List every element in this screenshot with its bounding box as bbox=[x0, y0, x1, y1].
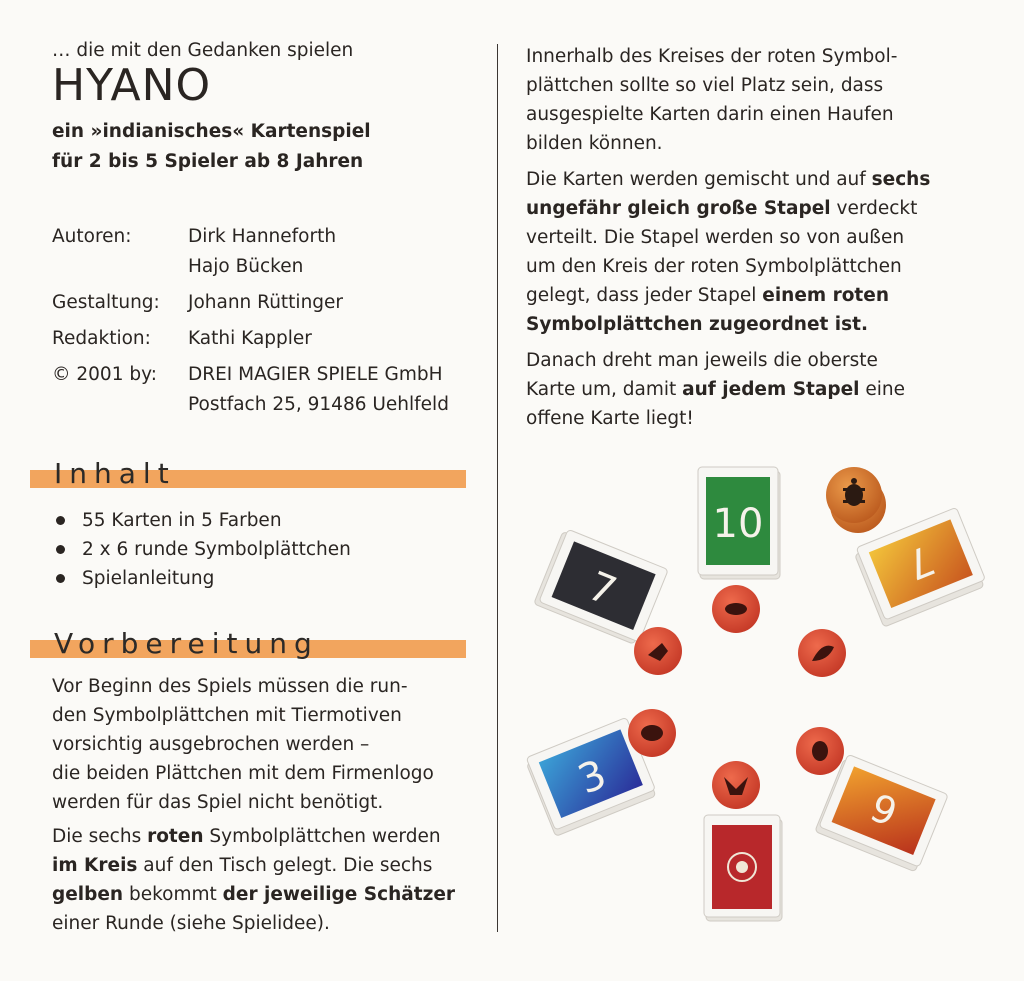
yellow-token-stack bbox=[826, 467, 886, 533]
credit-values-editing bbox=[188, 324, 312, 354]
fish-icon bbox=[725, 603, 747, 615]
bold-run: auf jedem Stapel bbox=[682, 379, 860, 400]
designer: Johann Rüttinger bbox=[188, 292, 344, 313]
red-token-buffalo bbox=[628, 709, 676, 757]
bold-run: sechs bbox=[871, 169, 931, 190]
text-run: eine bbox=[859, 379, 905, 400]
setup-illustration bbox=[510, 455, 990, 925]
text-run: Karte um, damit bbox=[526, 379, 683, 400]
text-line: Danach dreht man jeweils die oberste bbox=[526, 350, 878, 371]
text-line bbox=[526, 375, 996, 404]
card-stack-bottom bbox=[704, 815, 782, 921]
list-item bbox=[56, 535, 351, 564]
credit-values-authors bbox=[188, 222, 336, 282]
credit-editing bbox=[52, 324, 312, 354]
red-token-bird bbox=[634, 627, 682, 675]
tagline: … die mit den Gedanken spielen bbox=[52, 40, 354, 61]
author-2: Hajo Bücken bbox=[188, 256, 304, 277]
credit-label-copyright: © 2001 by: bbox=[52, 364, 157, 385]
publisher: DREI MAGIER SPIELE GmbH bbox=[188, 364, 443, 385]
card-stack-bottom-right bbox=[815, 754, 948, 873]
text-line: offene Karte liegt! bbox=[526, 408, 694, 429]
text-run: verdeckt bbox=[830, 198, 918, 219]
text-run: auf den Tisch gelegt. Die sechs bbox=[137, 855, 433, 876]
card-value: 3 bbox=[571, 751, 613, 804]
bold-run: roten bbox=[147, 826, 204, 847]
credit-values-design bbox=[188, 288, 343, 318]
turtle-icon bbox=[812, 741, 828, 761]
red-token-leaf bbox=[798, 629, 846, 677]
credit-copyright bbox=[52, 360, 449, 420]
list-item-text: 55 Karten in 5 Farben bbox=[82, 510, 282, 531]
text-run: Die Karten werden gemischt und auf bbox=[526, 169, 872, 190]
text-line: plättchen sollte so viel Platz sein, dass bbox=[526, 75, 884, 96]
credit-values-copyright bbox=[188, 360, 449, 420]
text-line: einer Runde (siehe Spielidee). bbox=[52, 913, 330, 934]
red-token-thunderbird bbox=[712, 761, 760, 809]
card-value: 6 bbox=[864, 783, 904, 834]
section-title-inhalt: Inhalt bbox=[54, 457, 176, 490]
bold-run: der jeweilige Schätzer bbox=[222, 884, 456, 905]
bold-run: im Kreis bbox=[52, 855, 138, 876]
section-title-vorbereitung: Vorbereitung bbox=[54, 627, 319, 660]
list-item-text: 2 x 6 runde Symbolplättchen bbox=[82, 539, 351, 560]
text-line bbox=[52, 880, 492, 909]
card-stack-top bbox=[698, 467, 780, 579]
preparation-paragraph-2 bbox=[52, 822, 492, 938]
buffalo-icon bbox=[641, 725, 663, 741]
bullet-icon bbox=[56, 516, 65, 525]
text-line bbox=[526, 310, 996, 339]
text-line: Vor Beginn des Spiels müssen die run- bbox=[52, 676, 408, 697]
list-item bbox=[56, 564, 351, 593]
card-value: 10 bbox=[712, 501, 764, 547]
publisher-address: Postfach 25, 91486 Uehlfeld bbox=[188, 394, 449, 415]
game-title: HYANO bbox=[52, 60, 212, 111]
text-line: Innerhalb des Kreises der roten Symbol- bbox=[526, 46, 898, 67]
text-line: verteilt. Die Stapel werden so von außen bbox=[526, 227, 905, 248]
text-line bbox=[52, 822, 492, 851]
setup-paragraph-2 bbox=[526, 165, 996, 339]
text-run: bekommt bbox=[123, 884, 223, 905]
text-line bbox=[526, 281, 996, 310]
card-stack-left bbox=[534, 528, 669, 646]
red-token-fish bbox=[712, 585, 760, 633]
contents-list bbox=[56, 506, 351, 593]
credit-label-authors: Autoren: bbox=[52, 226, 132, 247]
bullet-icon bbox=[56, 545, 65, 554]
text-line: um den Kreis der roten Symbolplättchen bbox=[526, 256, 902, 277]
text-line bbox=[526, 194, 996, 223]
list-item bbox=[56, 506, 351, 535]
bullet-icon bbox=[56, 574, 65, 583]
text-line: bilden können. bbox=[526, 133, 663, 154]
text-run: gelegt, dass jeder Stapel bbox=[526, 285, 763, 306]
subtitle-line-1: ein »indianisches« Kartenspiel bbox=[52, 121, 371, 143]
credit-authors bbox=[52, 222, 336, 282]
setup-paragraph-1 bbox=[526, 42, 996, 158]
section-heading-vorbereitung bbox=[30, 622, 466, 662]
setup-paragraph-3 bbox=[526, 346, 996, 433]
credit-design bbox=[52, 288, 343, 318]
red-token-turtle bbox=[796, 727, 844, 775]
list-item-text: Spielanleitung bbox=[82, 568, 215, 589]
bold-run: gelben bbox=[52, 884, 124, 905]
credit-label-editing: Redaktion: bbox=[52, 328, 151, 349]
bold-run: Symbolplättchen zugeordnet ist. bbox=[526, 314, 869, 335]
column-divider bbox=[497, 44, 498, 932]
text-line: die beiden Plättchen mit dem Firmenlogo bbox=[52, 763, 434, 784]
editor: Kathi Kappler bbox=[188, 328, 312, 349]
credit-label-design: Gestaltung: bbox=[52, 292, 160, 313]
text-line: werden für das Spiel nicht benötigt. bbox=[52, 792, 384, 813]
author-1: Dirk Hanneforth bbox=[188, 226, 337, 247]
preparation-paragraph-1 bbox=[52, 672, 492, 817]
card-value: 7 bbox=[581, 563, 623, 616]
text-line: ausgespielte Karten darin einen Haufen bbox=[526, 104, 894, 125]
left-column bbox=[52, 40, 482, 415]
subtitle-line-2: für 2 bis 5 Spieler ab 8 Jahren bbox=[52, 151, 364, 173]
bold-run: ungefähr gleich große Stapel bbox=[526, 198, 831, 219]
text-line bbox=[52, 851, 492, 880]
section-heading-inhalt bbox=[30, 452, 466, 492]
bold-run: einem roten bbox=[762, 285, 889, 306]
text-line: vorsichtig ausgebrochen werden – bbox=[52, 734, 370, 755]
text-line: den Symbolplättchen mit Tiermotiven bbox=[52, 705, 402, 726]
text-line bbox=[526, 165, 996, 194]
card-value: 7 bbox=[899, 535, 941, 588]
text-run: Die sechs bbox=[52, 826, 148, 847]
text-run: Symbolplättchen werden bbox=[203, 826, 441, 847]
